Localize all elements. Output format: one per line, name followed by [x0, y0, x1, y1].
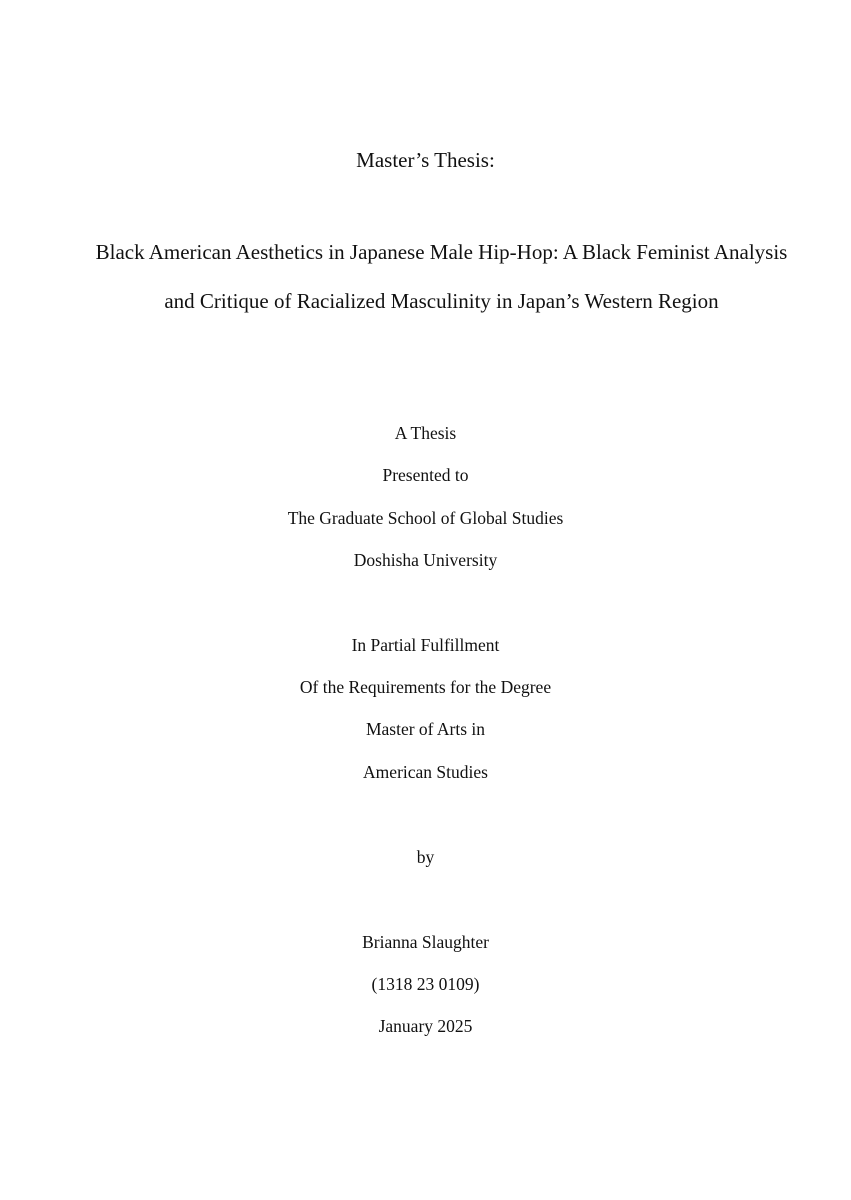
by-label: by	[416, 847, 435, 867]
thesis-title-line-2: and Critique of Racialized Masculinity in Japan’s Western Region	[164, 289, 719, 313]
degree-field: American Studies	[363, 762, 488, 782]
thesis-title-line-1: Black American Aesthetics in Japanese Male Hip-Hop: A Black Feminist Analysis	[95, 240, 788, 264]
graduate-school: The Graduate School of Global Studies	[287, 508, 564, 528]
university-name: Doshisha University	[353, 550, 498, 570]
presented-to: Presented to	[382, 465, 469, 485]
author-name: Brianna Slaughter	[362, 932, 489, 952]
thesis-label: Master’s Thesis:	[356, 148, 495, 172]
student-id: (1318 23 0109)	[371, 974, 480, 994]
submission-date: January 2025	[378, 1016, 473, 1036]
fulfillment-statement: In Partial Fulfillment	[351, 635, 500, 655]
thesis-type: A Thesis	[394, 423, 457, 443]
degree-title: Master of Arts in	[365, 719, 486, 739]
degree-requirement: Of the Requirements for the Degree	[299, 677, 552, 697]
